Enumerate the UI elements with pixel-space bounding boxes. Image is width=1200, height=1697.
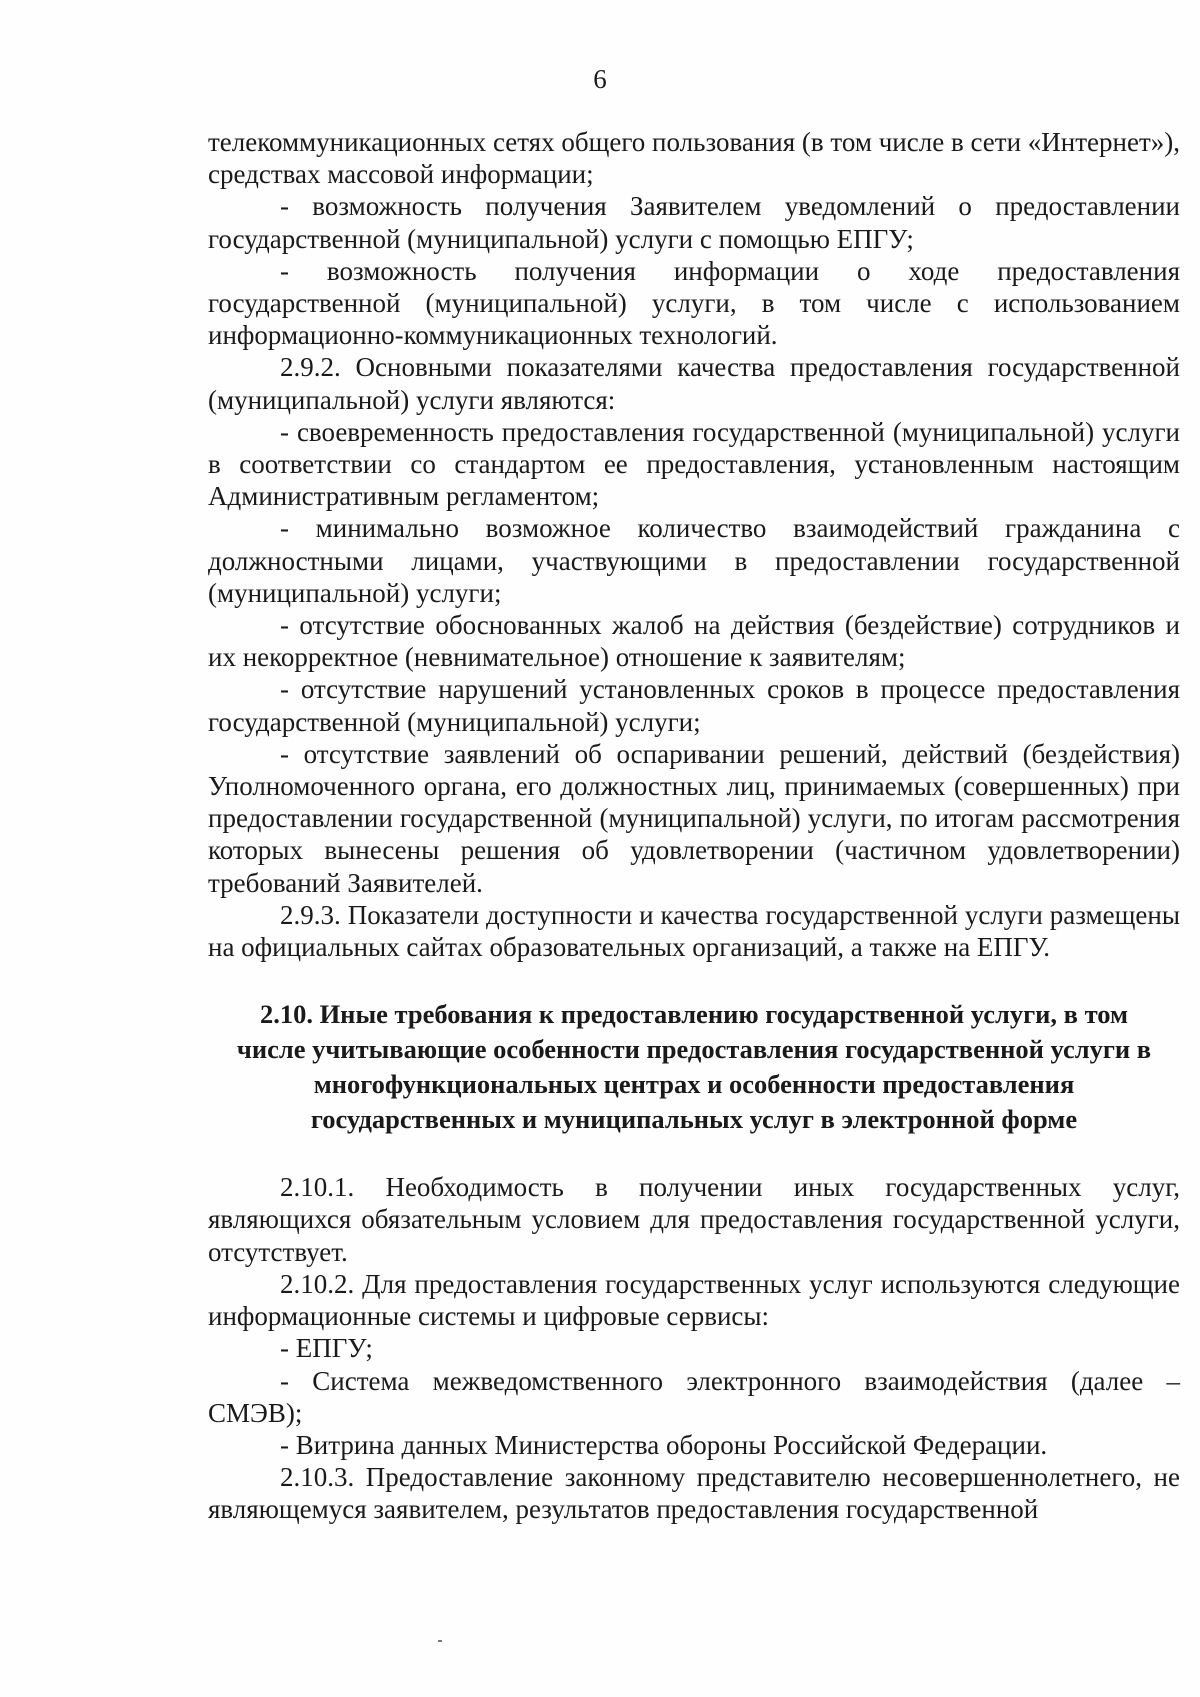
clause-2-10-3: 2.10.3. Предоставление законному представителю несовершеннолетнего, не являющемуся заявителем, результатов предоставления государственной — [208, 1462, 1180, 1525]
clause-2-10-2: 2.10.2. Для предоставления государственных услуг используются следующие информационные системы и цифровые сервисы: — [208, 1268, 1180, 1332]
list-item-timeliness: - своевременность предоставления государственной (муниципальной) услуги в соответствии со стандартом ее предоставления, установленным настоящим Административным регламентом; — [208, 416, 1180, 512]
list-item-no-disputes: - отсутствие заявлений об оспаривании решений, действий (бездействия) Уполномоченного органа, его должностных лиц, принимаемых (совершенных) при предоставлении государственной (муниципальной) услуги, по итогам рассмотрения которых вынесены решения об удовлетворении (частичном удовлетворении) требований Заявителей. — [208, 738, 1180, 898]
clause-2-9-2: 2.9.2. Основными показателями качества предоставления государственной (муниципальной) услуги являются: — [208, 352, 1180, 415]
clause-2-10-1: 2.10.1. Необходимость в получении иных государственных услуг, являющихся обязательным условием для предоставления государственной услуги, отсутствует. — [208, 1172, 1180, 1267]
section-heading-2-10: 2.10. Иные требования к предоставлению государственной услуги, в том числе учитывающие особенности предоставления государственной услуги в многофункциональных центрах и особенности предоставления государственных и муниципальных услуг в электронной форме — [236, 999, 1152, 1135]
list-item-min-interactions: - минимально возможное количество взаимодействий гражданина с должностными лицами, участвующими в предоставлении государственной (муниципальной) услуги; — [208, 513, 1180, 608]
document-body — [208, 126, 1180, 1526]
list-item-smev: - Система межведомственного электронного взаимодействия (далее – СМЭВ); — [208, 1365, 1180, 1428]
clause-2-9-3: 2.9.3. Показатели доступности и качества государственной услуги размещены на официальных сайтах образовательных организаций, а также на ЕПГУ. — [208, 899, 1180, 963]
list-item-progress-info: - возможность получения информации о ходе предоставления государственной (муниципальной) услуги, в том числе с использованием информационно-коммуникационных технологий. — [208, 255, 1180, 351]
paragraph-continuation: телекоммуникационных сетях общего пользования (в том числе в сети «Интернет»), средствах массовой информации; — [208, 127, 1180, 190]
list-item-no-deadline-violations: - отсутствие нарушений установленных сроков в процессе предоставления государственной (муниципальной) услуги; — [208, 674, 1180, 737]
list-item-epgu: - ЕПГУ; — [280, 1333, 373, 1364]
list-item-notifications: - возможность получения Заявителем уведомлений о предоставлении государственной (муниципальной) услуги с помощью ЕПГУ; — [208, 191, 1180, 254]
list-item-data-showcase: - Витрина данных Министерства обороны Российской Федерации. — [280, 1429, 1048, 1460]
scan-speck — [438, 1640, 442, 1642]
list-item-no-complaints: - отсутствие обоснованных жалоб на действия (бездействие) сотрудников и их некорректное (невнимательное) отношение к заявителям; — [208, 610, 1180, 673]
page-number: 6 — [593, 64, 607, 94]
